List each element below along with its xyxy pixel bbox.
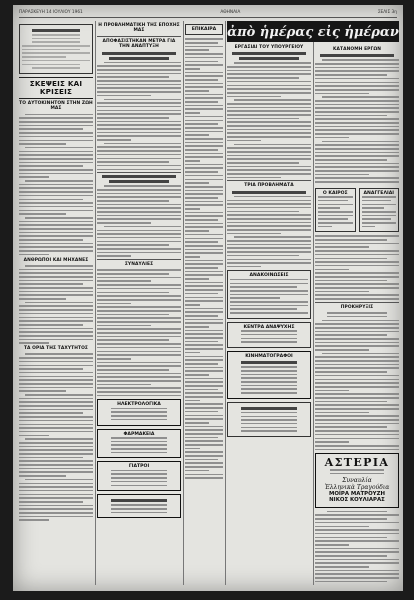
headline-deck — [232, 52, 306, 55]
section-rule — [19, 77, 93, 78]
article-body — [315, 312, 399, 450]
notice-title: ΚΕΝΤΡΑ ΑΝΑΨΥΧΗΣ — [243, 324, 295, 330]
advertisement-box — [97, 494, 181, 518]
article-headline: ΑΠΟΦΑΣΙΣΤΗΚΑΝ ΜΕΤΡΑ ΓΙΑ ΤΗΝ ΑΝΑΠΤΥΞΗ — [102, 38, 176, 50]
article-headline: ΕΡΓΑΣΙΑΙ ΤΟΥ ΥΠΟΥΡΓΕΙΟΥ — [234, 45, 304, 50]
article-headline: ΤΡΙΑ ΠΡΟΒΛΗΜΑΤΑ — [244, 183, 294, 189]
advertisement-title: ΚΙΝΗΜΑΤΟΓΡΑΦΟΙ — [245, 353, 293, 359]
article-rule — [97, 172, 181, 173]
headline-deck — [102, 52, 176, 55]
article-headline: ΤΟ ΑΥΤΟΚΙΝΗΤΟΝ ΣΤΗΝ ΖΩΗ ΜΑΣ — [19, 100, 93, 112]
headline-deck — [109, 180, 170, 183]
notice-text — [318, 196, 353, 227]
column-box — [185, 24, 223, 35]
article-body — [19, 114, 93, 256]
headline-deck — [109, 57, 170, 60]
advertisement-performer: ΜΟΙΡΑ ΜΑΤΡΟΥΖΗ — [328, 490, 386, 497]
advertisement-heading — [111, 499, 167, 502]
article-body — [97, 62, 181, 171]
folio-masthead: ΑΘΗΝΑΙΑ — [220, 9, 241, 15]
advertisement-box — [97, 399, 181, 425]
article-headline: ΣΥΝΑΥΛΙΕΣ — [124, 262, 154, 267]
notice-text — [362, 196, 397, 227]
notice-box — [227, 270, 311, 318]
notice-text — [230, 279, 308, 314]
advertisement-text — [230, 366, 308, 393]
notice-box — [315, 188, 356, 233]
section-rule — [19, 98, 93, 99]
headline-deck — [102, 175, 176, 178]
advertisement-line: Συναυλία — [342, 476, 372, 484]
notice-text — [22, 34, 90, 69]
advertisement-performer: ΝΙΚΟΣ ΚΟΥΛΙΑΡΑΣ — [329, 497, 385, 504]
folio-line — [19, 8, 397, 16]
banner-spacer — [315, 21, 399, 45]
article-body — [227, 62, 311, 178]
headline-deck — [320, 54, 394, 57]
headline-deck — [232, 191, 306, 194]
article-rule — [227, 180, 311, 181]
advertisement-text — [100, 408, 178, 421]
notice-title: ΑΝΑΓΓΕΛΙΑΙ — [363, 190, 394, 196]
article-body — [19, 265, 93, 344]
advertisement-text — [319, 469, 395, 474]
headline-deck — [239, 57, 300, 60]
column-rule — [313, 21, 314, 585]
advertisement-text — [230, 412, 308, 432]
folio-page-number: ΣΕΛΙΣ 3η — [377, 9, 397, 15]
column-rule — [183, 21, 184, 585]
article-headline: ΑΝΘΡΩΠΟΙ ΚΑΙ ΜΗΧΑΝΕΣ — [23, 257, 89, 263]
article-headline: ΠΡΟΚΗΡΥΞΙΣ — [340, 304, 374, 310]
article-headline: ΚΑΤΑΝΟΜΗ ΕΡΓΩΝ — [333, 47, 381, 52]
banner-title: ἀπὸ ἡμέρας εἰς ἡμέραν — [227, 25, 399, 40]
advertisement-title: ΓΙΑΤΡΟΙ — [128, 464, 150, 470]
newspaper-page — [13, 5, 403, 591]
notice-box — [359, 188, 400, 233]
column-5 — [315, 21, 399, 585]
advertisement-box — [97, 461, 181, 491]
headline-rule — [97, 36, 181, 37]
listing-text — [315, 235, 399, 299]
advertisement-text — [100, 504, 178, 513]
advertisement-title: ΦΑΡΜΑΚΕΙΑ — [123, 431, 155, 437]
article-rule — [97, 259, 181, 260]
column-rule — [95, 21, 96, 585]
advertisement-text — [100, 437, 178, 453]
column-1 — [19, 21, 93, 585]
advertisement-box — [97, 429, 181, 459]
section-heading: ΣΚΕΨΕΙΣ ΚΑΙ ΚΡΙΣΕΙΣ — [29, 78, 83, 96]
column-rule — [225, 21, 226, 585]
listing-text — [315, 511, 399, 583]
advertisement-heading — [241, 407, 297, 410]
listing-text — [185, 38, 223, 478]
advertisement-box — [315, 453, 399, 508]
article-body — [19, 353, 93, 521]
advertisement-box — [227, 402, 311, 437]
article-body — [315, 59, 399, 182]
article-rule — [315, 302, 399, 303]
folio-date: ΠΑΡΑΣΚΕΥΗ 14 ΙΟΥΛΙΟΥ 1961 — [19, 9, 83, 15]
advertisement-box — [227, 351, 311, 399]
article-headline: Η ΠΡΟΒΛΗΜΑΤΙΚΗ ΤΗΣ ΕΠΟΧΗΣ ΜΑΣ — [98, 23, 180, 34]
listing-text — [97, 269, 181, 396]
advertisement-venue: ΑΣΤΕΡΙΑ — [324, 456, 390, 470]
notice-title: Ο ΚΑΙΡΟΣ — [322, 190, 348, 196]
column-3 — [185, 21, 223, 585]
advertisement-heading — [241, 361, 297, 364]
advertisement-text — [100, 470, 178, 486]
article-headline: ΤΑ ΟΡΙΑ ΤΗΣ ΤΑΧΥΤΗΤΟΣ — [23, 346, 89, 352]
notice-title: ΑΝΑΚΟΙΝΩΣΕΙΣ — [249, 273, 289, 279]
notice-text — [230, 330, 308, 343]
article-body — [227, 196, 311, 268]
notice-box — [227, 322, 311, 348]
advertisement-line: Ἑλληνικὰ Τραγούδια — [324, 483, 390, 491]
folio-rule — [19, 17, 397, 18]
notice-row — [315, 185, 399, 236]
notice-box — [19, 24, 93, 74]
notice-heading — [32, 29, 81, 32]
column-2 — [97, 21, 181, 585]
advertisement-title: ΗΛΕΚΤΡΟΛΟΓΙΚΑ — [117, 402, 161, 408]
article-body — [97, 185, 181, 257]
column-box-title: ΕΠΙΚΑΙΡΑ — [191, 27, 217, 32]
